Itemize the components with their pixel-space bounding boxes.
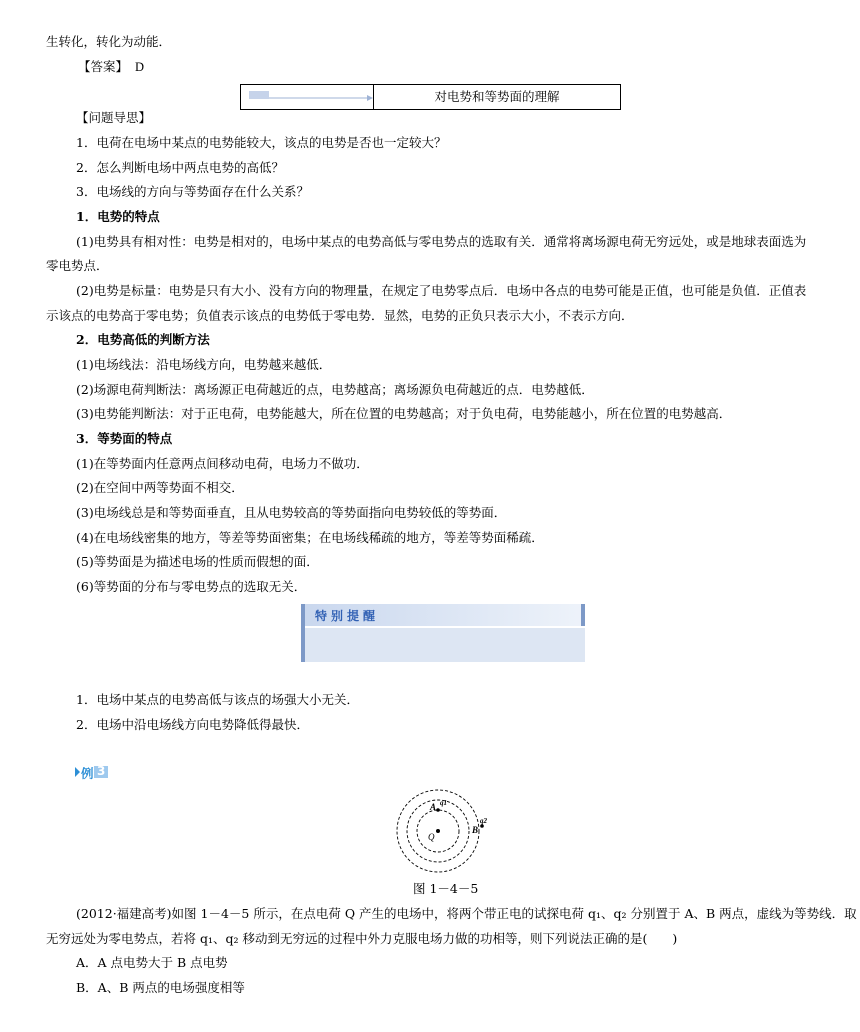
- figure-caption: 图 1－4－5: [413, 881, 479, 896]
- charge-Q-point: [436, 829, 440, 833]
- method-1: (1)电场线法：沿电场线方向，电势越来越低．: [76, 357, 332, 372]
- guide-question-3: 3．电场线的方向与等势面存在什么关系？: [76, 184, 309, 199]
- special-tip-title: 特别提醒: [315, 609, 380, 623]
- equipotential-point-1: (1)在等势面内任意两点间移动电荷，电场力不做功．: [76, 456, 369, 471]
- label-q1: q1: [440, 799, 447, 807]
- text-line: 生转化，转化为动能．: [46, 34, 172, 49]
- paragraph-1-line-2: 零电势点．: [46, 258, 109, 273]
- equipotential-figure: [395, 786, 505, 876]
- guide-question-1: 1．电荷在电场中某点的电势能较大，该点的电势是否也一定较大？: [76, 135, 447, 150]
- paragraph-1-line-1: (1)电势具有相对性：电势是相对的，电场中某点的电势高低与零电势点的选取有关．通常将离场源电荷无穷远处，或是地球表面选为: [76, 234, 807, 249]
- example-label: 例: [81, 766, 94, 781]
- example-stem-line-1: (2012·福建高考)如图 1－4－5 所示，在点电荷 Q 产生的电场中，将两个带正电的试探电荷 q₁、q₂ 分别置于 A、B 两点，虚线为等势线．取: [76, 906, 857, 921]
- tip-point-1: 1．电场中某点的电势高低与该点的场强大小无关．: [76, 692, 359, 707]
- topic-arrow-graphic: [241, 85, 374, 109]
- arrow-icon: [241, 85, 373, 109]
- guide-question-2: 2．怎么判断电场中两点电势的高低？: [76, 160, 284, 175]
- section-heading-1: 1．电势的特点: [76, 209, 160, 224]
- section-heading-3: 3．等势面的特点: [76, 431, 173, 446]
- equipotential-point-6: (6)等势面的分布与零电势点的选取无关．: [76, 579, 307, 594]
- example-stem-line-2: 无穷远处为零电势点，若将 q₁、q₂ 移动到无穷远的过程中外力克服电场力做的功相等，则下列说法正确的是( ): [46, 931, 678, 946]
- point-A: [436, 808, 440, 812]
- special-tip-box: [301, 604, 585, 662]
- topic-heading-box: [240, 84, 621, 110]
- label-q2: q2: [480, 817, 487, 825]
- paragraph-2-line-1: (2)电势是标量：电势是只有大小、没有方向的物理量，在规定了电势零点后．电场中各点的电势可能是正值，也可能是负值．正值表: [76, 283, 807, 298]
- equipotential-point-5: (5)等势面是为描述电场的性质而假想的面．: [76, 554, 319, 569]
- answer-value: D: [135, 60, 145, 74]
- method-3: (3)电势能判断法：对于正电荷，电势能越大，所在位置的电势越高；对于负电荷，电势能越小，所在位置的电势越高．: [76, 406, 732, 421]
- option-A: A．A 点电势大于 B 点电势: [76, 955, 228, 970]
- tip-left-bar: [301, 604, 305, 662]
- equipotential-point-4: (4)在电场线密集的地方，等差等势面密集；在电场线稀疏的地方，等差等势面稀疏．: [76, 530, 544, 545]
- equipotential-point-2: (2)在空间中两等势面不相交．: [76, 480, 244, 495]
- answer-label: 【答案】: [78, 59, 129, 74]
- example-number: 3: [97, 764, 106, 778]
- example-tag: [75, 765, 107, 779]
- paragraph-2-line-2: 示该点的电势高于零电势；负值表示该点的电势低于零电势．显然，电势的正负只表示大小，不表示方向．: [46, 308, 634, 323]
- label-A: A: [430, 802, 437, 812]
- equipotential-point-3: (3)电场线总是和等势面垂直，且从电势较高的等势面指向电势较低的等势面．: [76, 505, 507, 520]
- section-heading-2: 2．电势高低的判断方法: [76, 332, 210, 347]
- question-guide-label: 【问题导思】: [76, 110, 152, 125]
- option-B: B．A、B 两点的电场强度相等: [76, 980, 245, 995]
- label-B: B: [472, 825, 479, 835]
- label-Q: Q: [428, 832, 435, 842]
- method-2: (2)场源电荷判断法：离场源正电荷越近的点，电势越高；离场源负电荷越近的点．电势越低．: [76, 382, 594, 397]
- tip-right-bar: [581, 604, 585, 626]
- topic-title: 对电势和等势面的理解: [434, 89, 560, 104]
- tip-point-2: 2．电场中沿电场线方向电势降低得最快．: [76, 717, 309, 732]
